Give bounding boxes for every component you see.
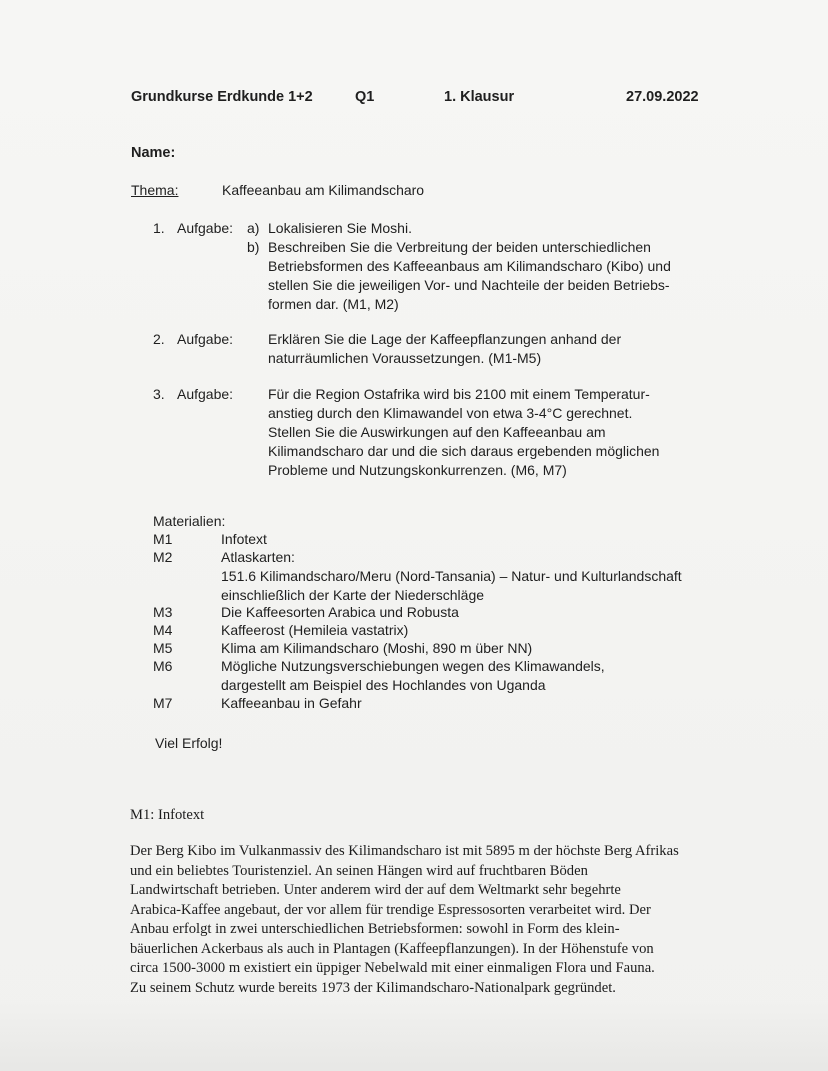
task-1b-line: Betriebsformen des Kaffeeanbaus am Kilimandscharo (Kibo) und (268, 258, 671, 274)
task-1b-letter: b) (247, 239, 260, 255)
topic-label: Thema: (131, 182, 179, 198)
materials-heading: Materialien: (153, 513, 226, 529)
material-code: M6 (153, 658, 173, 674)
task-3-line: anstieg durch den Klimawandel von etwa 3-4°C gerechnet. (268, 405, 633, 421)
infotext-line: circa 1500-3000 m existiert ein üppiger Nebelwald mit einer einmaligen Flora und Fauna. (130, 960, 655, 976)
task-1b-line: formen dar. (M1, M2) (268, 296, 399, 312)
infotext-line: Landwirtschaft betrieben. Unter anderem wird der auf dem Weltmarkt sehr begehrte (130, 882, 621, 898)
task-1a-letter: a) (247, 220, 260, 236)
exam-title: 1. Klausur (444, 89, 515, 105)
material-code: M3 (153, 604, 173, 620)
material-code: M2 (153, 549, 173, 565)
task-1b-line: stellen Sie die jeweiligen Vor- und Nachteile der beiden Betriebs- (268, 277, 670, 293)
task-1-number: 1. (153, 220, 165, 236)
exam-date: 27.09.2022 (626, 89, 699, 105)
infotext-line: und ein beliebtes Touristenziel. An seinen Hängen wird auf fruchtbaren Böden (130, 862, 588, 879)
material-text: Infotext (221, 531, 267, 547)
task-3-line: Für die Region Ostafrika wird bis 2100 mit einem Temperatur- (268, 386, 650, 402)
task-3-line: Kilimandscharo dar und die sich daraus ergebenden möglichen (268, 443, 660, 459)
infotext-line: Der Berg Kibo im Vulkanmassiv des Kilimandscharo ist mit 5895 m der höchste Berg Afrikas (130, 843, 679, 859)
task-2-label: Aufgabe: (177, 331, 234, 347)
infotext-body (130, 842, 679, 998)
infotext-line: Anbau erfolgt in zwei unterschiedlichen Betriebsformen: sowohl in Form des klein- (130, 921, 620, 937)
task-3-number: 3. (153, 386, 165, 402)
name-label: Name: (131, 145, 176, 161)
task-3-line: Probleme und Nutzungskonkurrenzen. (M6, M7) (268, 462, 567, 478)
infotext-line: bäuerlichen Ackerbaus als auch in Plantagen (Kaffeepflanzungen). In der Höhenstufe von (130, 940, 654, 957)
task-3-label: Aufgabe: (177, 386, 234, 402)
material-code: M4 (153, 622, 173, 638)
scan-shadow (0, 1000, 828, 1071)
task-3-line: Stellen Sie die Auswirkungen auf den Kaffeeanbau am (268, 424, 606, 440)
closing-text: Viel Erfolg! (155, 735, 223, 751)
material-code: M5 (153, 640, 173, 656)
topic-value: Kaffeeanbau am Kilimandscharo (222, 182, 425, 198)
task-2-text (268, 330, 621, 368)
task-1-label: Aufgabe: (177, 220, 234, 236)
task-2-line: naturräumlichen Voraussetzungen. (M1-M5) (268, 350, 542, 366)
material-code: M1 (153, 531, 173, 547)
task-2-number: 2. (153, 331, 165, 347)
material-text: Kaffeerost (Hemileia vastatrix) (221, 622, 409, 638)
material-text: Atlaskarten: (221, 549, 295, 565)
material-code: M7 (153, 695, 173, 711)
course-title: Grundkurse Erdkunde 1+2 (131, 89, 313, 105)
task-1b-line: Beschreiben Sie die Verbreitung der beiden unterschiedlichen (268, 239, 651, 255)
infotext-heading: M1: Infotext (130, 807, 205, 823)
material-text: dargestellt am Beispiel des Hochlandes von Uganda (221, 677, 546, 693)
material-text: Mögliche Nutzungsverschiebungen wegen des Klimawandels, (221, 658, 605, 674)
infotext-line: Arabica-Kaffee angebaut, der vor allem für trendige Espressosorten verarbeitet wird. Der (130, 901, 651, 918)
infotext-line: Zu seinem Schutz wurde bereits 1973 der Kilimandscharo-Nationalpark gegründet. (130, 979, 616, 996)
material-text: einschließlich der Karte der Niederschläge (221, 587, 485, 603)
task-1b-text (268, 238, 671, 314)
task-2-line: Erklären Sie die Lage der Kaffeepflanzungen anhand der (268, 331, 622, 347)
course-level: Q1 (355, 89, 375, 105)
material-text: Die Kaffeesorten Arabica und Robusta (221, 604, 459, 620)
material-text: Kaffeeanbau in Gefahr (221, 695, 362, 711)
material-text: Klima am Kilimandscharo (Moshi, 890 m über NN) (221, 640, 533, 656)
material-text: 151.6 Kilimandscharo/Meru (Nord-Tansania) – Natur- und Kulturlandschaft (221, 568, 682, 584)
task-1a-text: Lokalisieren Sie Moshi. (268, 220, 412, 236)
task-3-text (268, 385, 659, 480)
